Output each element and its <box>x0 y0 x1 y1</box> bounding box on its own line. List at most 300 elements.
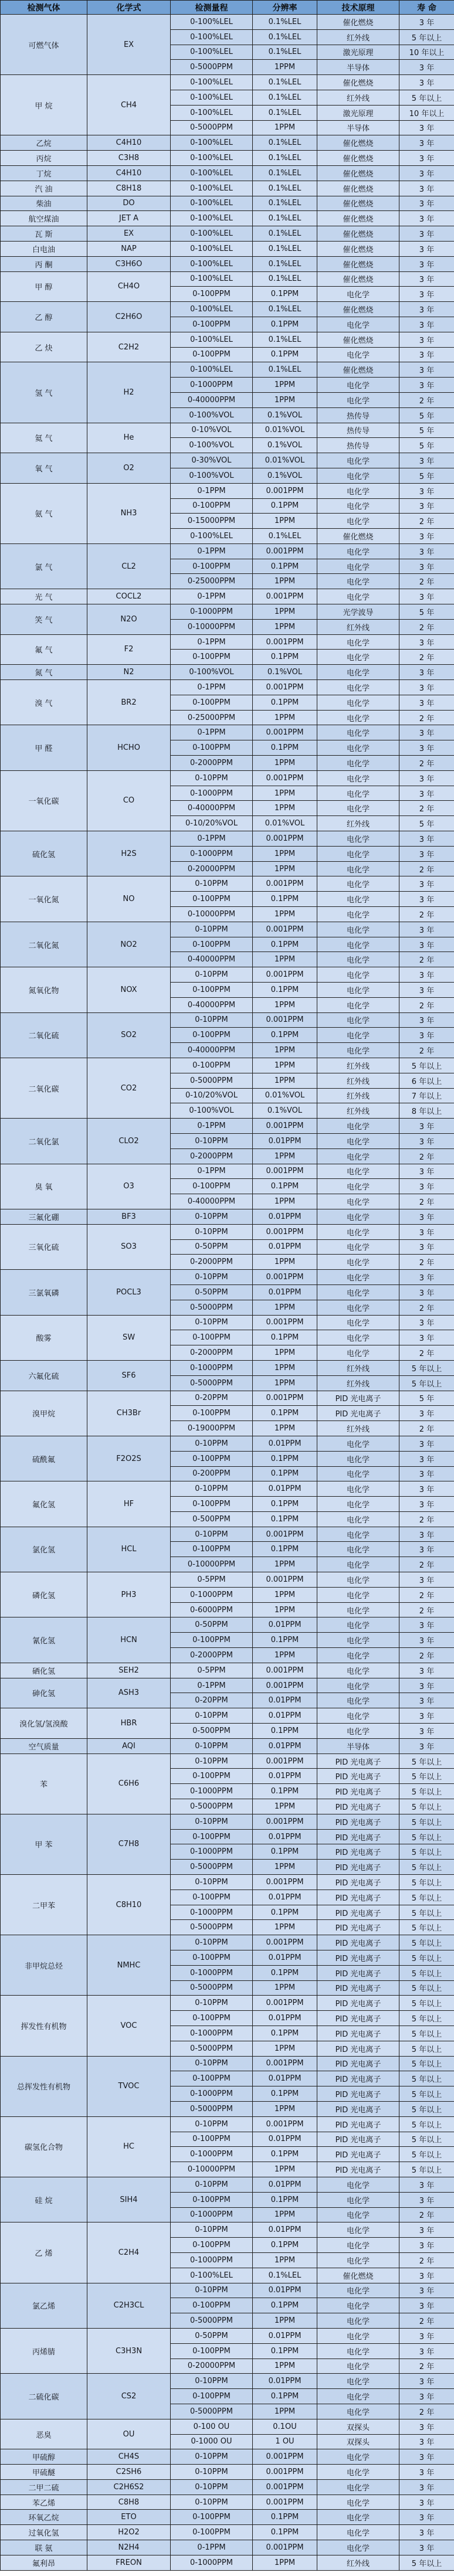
life-cell: 3 年 <box>399 2374 454 2389</box>
resolution-cell: 0.01PPM <box>253 1889 317 1905</box>
principle-cell: 电化学 <box>317 1209 399 1224</box>
table-row <box>1 2283 454 2298</box>
resolution-cell: 0.1%LEL <box>253 165 317 181</box>
principle-cell: PID 光电离子 <box>317 1996 399 2011</box>
range-cell: 0-100PPM <box>171 1451 253 1466</box>
life-cell: 5 年以上 <box>399 1965 454 1980</box>
principle-cell: 电化学 <box>317 650 399 665</box>
resolution-cell: 0.1%LEL <box>253 29 317 45</box>
range-cell: 0-10000PPM <box>171 2162 253 2177</box>
principle-cell: 电化学 <box>317 2404 399 2419</box>
resolution-cell: 0.1PPM <box>253 1511 317 1527</box>
life-cell: 5 年以上 <box>399 1920 454 1935</box>
life-cell: 5 年以上 <box>399 1375 454 1391</box>
resolution-cell: 1PPM <box>253 2041 317 2056</box>
life-cell: 3 年 <box>399 1179 454 1194</box>
resolution-cell: 0.1PPM <box>253 287 317 302</box>
principle-cell: PID 光电离子 <box>317 2147 399 2162</box>
range-cell: 0-40000PPM <box>171 392 253 407</box>
resolution-cell: 0.001PPM <box>253 543 317 559</box>
range-cell: 0-2000PPM <box>171 1148 253 1164</box>
life-cell: 2 年 <box>399 1421 454 1436</box>
resolution-cell: 0.1%VOL <box>253 1103 317 1119</box>
range-cell: 0-100PPM <box>171 892 253 907</box>
life-cell: 2 年 <box>399 650 454 665</box>
principle-cell: PID 光电离子 <box>317 2026 399 2041</box>
gas-name-cell: 磷化氢 <box>1 1572 87 1617</box>
life-cell: 5 年 <box>399 1391 454 1406</box>
life-cell: 3 年 <box>399 226 454 242</box>
resolution-cell: 0.01PPM <box>253 2283 317 2298</box>
table-row <box>1 2449 454 2465</box>
life-cell: 3 年 <box>399 846 454 861</box>
resolution-cell: 0.01PPM <box>253 1239 317 1255</box>
range-cell: 0-10/20%VOL <box>171 1088 253 1103</box>
life-cell: 3 年 <box>399 1708 454 1724</box>
gas-name-cell: 甲 醇 <box>1 271 87 302</box>
range-cell: 0-10PPM <box>171 1753 253 1769</box>
resolution-cell: 1PPM <box>253 1058 317 1073</box>
formula-cell: NMHC <box>87 1935 171 1996</box>
life-cell: 2 年 <box>399 1345 454 1361</box>
life-cell: 2 年 <box>399 574 454 589</box>
range-cell: 0-1000PPM <box>171 2086 253 2102</box>
life-cell: 3 年 <box>399 1572 454 1588</box>
principle-cell: PID 光电离子 <box>317 2162 399 2177</box>
life-cell: 3 年 <box>399 1693 454 1708</box>
range-cell: 0-100PPM <box>171 2238 253 2253</box>
resolution-cell: 0.1PPM <box>253 1633 317 1648</box>
gas-name-cell: 甲 烷 <box>1 75 87 135</box>
table-row <box>1 922 454 937</box>
resolution-cell: 1PPM <box>253 2101 317 2116</box>
resolution-cell: 1PPM <box>253 2555 317 2570</box>
formula-cell: H2O2 <box>87 2525 171 2540</box>
principle-cell: 热传导 <box>317 423 399 438</box>
table-row <box>1 543 454 559</box>
resolution-cell: 0.1%LEL <box>253 105 317 120</box>
table-row <box>1 1436 454 1451</box>
principle-cell: 红外线 <box>317 1088 399 1103</box>
principle-cell: PID 光电离子 <box>317 2116 399 2132</box>
principle-cell: 电化学 <box>317 2222 399 2238</box>
life-cell: 2 年 <box>399 1300 454 1315</box>
range-cell: 0-100PPM <box>171 2011 253 2026</box>
principle-cell: 电化学 <box>317 1270 399 1285</box>
formula-cell: BF3 <box>87 1209 171 1224</box>
principle-cell: 激光原理 <box>317 45 399 60</box>
life-cell: 5 年以上 <box>399 2011 454 2026</box>
life-cell: 3 年 <box>399 2192 454 2207</box>
gas-name-cell: 硫化氢 <box>1 831 87 876</box>
resolution-cell: 0.01PPM <box>253 1693 317 1708</box>
life-cell: 3 年 <box>399 2268 454 2283</box>
resolution-cell: 1PPM <box>253 1148 317 1164</box>
principle-cell: 电化学 <box>317 317 399 332</box>
gas-name-cell: 氮 气 <box>1 665 87 680</box>
principle-cell: PID 光电离子 <box>317 1784 399 1799</box>
resolution-cell: 0.1PPM <box>253 498 317 514</box>
resolution-cell: 0.01PPM <box>253 1436 317 1451</box>
formula-cell: EX <box>87 15 171 75</box>
formula-cell: SO2 <box>87 1012 171 1058</box>
principle-cell: 催化燃烧 <box>317 256 399 271</box>
table-row <box>1 1663 454 1678</box>
formula-cell: CO2 <box>87 1058 171 1118</box>
table-row <box>1 1875 454 1890</box>
life-cell: 2 年 <box>399 1648 454 1663</box>
principle-cell: 电化学 <box>317 2283 399 2298</box>
resolution-cell: 0.001PPM <box>253 680 317 695</box>
resolution-cell: 0.001PPM <box>253 770 317 786</box>
resolution-cell: 0.01PPM <box>253 1133 317 1148</box>
range-cell: 0-100PPM <box>171 1633 253 1648</box>
life-cell: 3 年 <box>399 725 454 740</box>
gas-name-cell: 甲 苯 <box>1 1814 87 1874</box>
principle-cell: 电化学 <box>317 1527 399 1542</box>
life-cell: 3 年 <box>399 1497 454 1512</box>
life-cell: 2 年 <box>399 1255 454 1270</box>
range-cell: 0-100PPM <box>171 287 253 302</box>
resolution-cell: 0.1PPM <box>253 2298 317 2313</box>
resolution-cell: 0.001PPM <box>253 2116 317 2132</box>
life-cell: 5 年以上 <box>399 1875 454 1890</box>
formula-cell: C2H6O <box>87 302 171 332</box>
resolution-cell: 1PPM <box>253 1799 317 1814</box>
resolution-cell: 0.01PPM <box>253 2071 317 2086</box>
principle-cell: 电化学 <box>317 1724 399 1739</box>
life-cell: 2 年 <box>399 861 454 876</box>
gas-name-cell: 溴化氢/氢溴酸 <box>1 1708 87 1739</box>
range-cell: 0-1000PPM <box>171 1587 253 1602</box>
range-cell: 0-1000PPM <box>171 846 253 861</box>
life-cell: 3 年 <box>399 347 454 362</box>
range-cell: 0-100PPM <box>171 2343 253 2358</box>
principle-cell: 催化燃烧 <box>317 135 399 151</box>
resolution-cell: 0.1PPM <box>253 1905 317 1920</box>
range-cell: 0-100PPM <box>171 2071 253 2086</box>
life-cell: 5 年以上 <box>399 1980 454 1996</box>
formula-cell: SO3 <box>87 1224 171 1269</box>
principle-cell: 电化学 <box>317 483 399 498</box>
resolution-cell: 0.1%LEL <box>253 181 317 196</box>
formula-cell: VOC <box>87 1996 171 2056</box>
range-cell: 0-50PPM <box>171 1239 253 1255</box>
range-cell: 0-1PPM <box>171 483 253 498</box>
life-cell: 5 年以上 <box>399 1814 454 1829</box>
life-cell: 2 年 <box>399 2404 454 2419</box>
range-cell: 0-100%LEL <box>171 2268 253 2283</box>
principle-cell: 电化学 <box>317 1587 399 1602</box>
formula-cell: OU <box>87 2419 171 2449</box>
formula-cell: C6H6 <box>87 1753 171 1814</box>
resolution-cell: 0.1%LEL <box>253 135 317 151</box>
principle-cell: 红外线 <box>317 816 399 831</box>
principle-cell: 半导体 <box>317 120 399 135</box>
table-row <box>1 1164 454 1179</box>
life-cell: 5 年以上 <box>399 29 454 45</box>
life-cell: 2 年 <box>399 1587 454 1602</box>
life-cell: 2 年 <box>399 2313 454 2329</box>
formula-cell: SEH2 <box>87 1663 171 1678</box>
life-cell: 3 年 <box>399 151 454 166</box>
range-cell: 0-10PPM <box>171 1270 253 1285</box>
resolution-cell: 1PPM <box>253 1345 317 1361</box>
principle-cell: 电化学 <box>317 2192 399 2207</box>
life-cell: 5 年以上 <box>399 2056 454 2071</box>
life-cell: 5 年以上 <box>399 2026 454 2041</box>
range-cell: 0-100 OU <box>171 2419 253 2434</box>
resolution-cell: 0.1PPM <box>253 695 317 710</box>
range-cell: 0-100PPM <box>171 1058 253 1073</box>
life-cell: 5 年以上 <box>399 1844 454 1860</box>
gas-name-cell: 二氧化碳 <box>1 1058 87 1118</box>
life-cell: 5 年以上 <box>399 2147 454 2162</box>
resolution-cell: 0.1PPM <box>253 1179 317 1194</box>
range-cell: 0-40000PPM <box>171 1043 253 1058</box>
range-cell: 0-100PPM <box>171 1028 253 1043</box>
range-cell: 0-500PPM <box>171 1511 253 1527</box>
table-row <box>1 226 454 242</box>
range-cell: 0-100PPM <box>171 347 253 362</box>
life-cell: 5 年以上 <box>399 2116 454 2132</box>
life-cell: 3 年 <box>399 1239 454 1255</box>
range-cell: 0-500PPM <box>171 1724 253 1739</box>
principle-cell: 红外线 <box>317 1421 399 1436</box>
gas-name-cell: 甲硫醚 <box>1 2465 87 2480</box>
resolution-cell: 1PPM <box>253 1421 317 1436</box>
range-cell: 0-100PPM <box>171 1769 253 1784</box>
resolution-cell: 0.1PPM <box>253 892 317 907</box>
resolution-cell: 1PPM <box>253 2358 317 2374</box>
resolution-cell: 1PPM <box>253 756 317 771</box>
resolution-cell: 0.001PPM <box>253 2479 317 2495</box>
principle-cell: 电化学 <box>317 695 399 710</box>
principle-cell: 电化学 <box>317 1602 399 1617</box>
formula-cell: O2 <box>87 453 171 484</box>
range-cell: 0-100PPM <box>171 317 253 332</box>
range-cell: 0-100%LEL <box>171 302 253 317</box>
gas-name-cell: 恶臭 <box>1 2419 87 2449</box>
principle-cell: 电化学 <box>317 1708 399 1724</box>
gas-name-cell: 非甲烷总烃 <box>1 1935 87 1996</box>
range-cell: 0-25000PPM <box>171 574 253 589</box>
gas-name-cell: 联 氨 <box>1 2540 87 2555</box>
resolution-cell: 0.01PPM <box>253 1617 317 1633</box>
principle-cell: 电化学 <box>317 2525 399 2540</box>
resolution-cell: 0.001PPM <box>253 1119 317 1134</box>
resolution-cell: 1PPM <box>253 1073 317 1088</box>
range-cell: 0-10PPM <box>171 2479 253 2495</box>
life-cell: 3 年 <box>399 2238 454 2253</box>
range-cell: 0-20000PPM <box>171 2358 253 2374</box>
table-row <box>1 181 454 196</box>
gas-name-cell: 光 气 <box>1 589 87 604</box>
principle-cell: PID 光电离子 <box>317 1829 399 1844</box>
principle-cell: PID 光电离子 <box>317 1905 399 1920</box>
resolution-cell: 0.001PPM <box>253 589 317 604</box>
formula-cell: JET A <box>87 211 171 226</box>
range-cell: 0-10PPM <box>171 1012 253 1028</box>
table-row <box>1 2419 454 2434</box>
table-row <box>1 967 454 983</box>
table-row <box>1 332 454 347</box>
resolution-cell: 1PPM <box>253 1920 317 1935</box>
range-cell: 0-1000PPM <box>171 604 253 620</box>
gas-name-cell: 乙 烯 <box>1 2222 87 2283</box>
life-cell: 3 年 <box>399 453 454 468</box>
life-cell: 5 年以上 <box>399 1799 454 1814</box>
life-cell: 5 年以上 <box>399 1058 454 1073</box>
formula-cell: HC <box>87 2116 171 2177</box>
range-cell: 0-100%LEL <box>171 241 253 256</box>
col-header-resolution: 分辨率 <box>253 1 317 15</box>
formula-cell: CL2 <box>87 543 171 589</box>
life-cell: 5 年 <box>399 468 454 483</box>
resolution-cell: 0.001PPM <box>253 2465 317 2480</box>
life-cell: 3 年 <box>399 2222 454 2238</box>
principle-cell: 电化学 <box>317 2374 399 2389</box>
range-cell: 0-5000PPM <box>171 1375 253 1391</box>
life-cell: 5 年以上 <box>399 1784 454 1799</box>
gas-name-cell: 一氧化氮 <box>1 876 87 922</box>
range-cell: 0-5000PPM <box>171 2404 253 2419</box>
life-cell: 5 年以上 <box>399 1860 454 1875</box>
principle-cell: 电化学 <box>317 1255 399 1270</box>
principle-cell: 电化学 <box>317 665 399 680</box>
principle-cell: 电化学 <box>317 2449 399 2465</box>
resolution-cell: 0.001PPM <box>253 634 317 650</box>
resolution-cell: 0.001PPM <box>253 1572 317 1588</box>
resolution-cell: 0.1%LEL <box>253 196 317 211</box>
gas-name-cell: 氟化氢 <box>1 1481 87 1527</box>
resolution-cell: 0.001PPM <box>253 967 317 983</box>
principle-cell: 电化学 <box>317 786 399 801</box>
resolution-cell: 0.001PPM <box>253 1875 317 1890</box>
table-row <box>1 196 454 211</box>
range-cell: 0-40000PPM <box>171 801 253 816</box>
life-cell: 3 年 <box>399 680 454 695</box>
resolution-cell: 1PPM <box>253 392 317 407</box>
principle-cell: PID 光电离子 <box>317 1753 399 1769</box>
life-cell: 3 年 <box>399 15 454 30</box>
formula-cell: C7H8 <box>87 1814 171 1874</box>
gas-name-cell: 二甲二硫 <box>1 2479 87 2495</box>
resolution-cell: 0.01PPM <box>253 2132 317 2147</box>
range-cell: 0-15000PPM <box>171 514 253 529</box>
principle-cell: 电化学 <box>317 2328 399 2343</box>
resolution-cell: 0.1PPM <box>253 2192 317 2207</box>
life-cell: 2 年 <box>399 997 454 1012</box>
life-cell: 3 年 <box>399 892 454 907</box>
gas-name-cell: 甲 醛 <box>1 725 87 770</box>
life-cell: 3 年 <box>399 1406 454 1421</box>
life-cell: 2 年 <box>399 801 454 816</box>
table-row <box>1 1119 454 1134</box>
range-cell: 0-30%VOL <box>171 453 253 468</box>
principle-cell: 催化燃烧 <box>317 332 399 347</box>
resolution-cell: 0.1%VOL <box>253 468 317 483</box>
range-cell: 0-100%LEL <box>171 75 253 90</box>
resolution-cell: 1PPM <box>253 1194 317 1209</box>
table-row <box>1 453 454 468</box>
life-cell: 3 年 <box>399 1663 454 1678</box>
principle-cell: 催化燃烧 <box>317 211 399 226</box>
resolution-cell: 1PPM <box>253 120 317 135</box>
resolution-cell: 0.1PPM <box>253 1844 317 1860</box>
resolution-cell: 0.001PPM <box>253 1315 317 1330</box>
life-cell: 5 年以上 <box>399 1950 454 1966</box>
gas-name-cell: 乙 醇 <box>1 302 87 332</box>
gas-name-cell: 丙 酮 <box>1 256 87 271</box>
formula-cell: C8H10 <box>87 1875 171 1935</box>
principle-cell: PID 光电离子 <box>317 1844 399 1860</box>
range-cell: 0-5000PPM <box>171 1300 253 1315</box>
formula-cell: POCL3 <box>87 1270 171 1315</box>
resolution-cell: 1PPM <box>253 2313 317 2329</box>
table-row <box>1 1753 454 1769</box>
range-cell: 0-10PPM <box>171 2374 253 2389</box>
principle-cell: 光学波导 <box>317 604 399 620</box>
life-cell: 3 年 <box>399 1164 454 1179</box>
formula-cell: TVOC <box>87 2056 171 2116</box>
life-cell: 3 年 <box>399 589 454 604</box>
principle-cell: 电化学 <box>317 907 399 922</box>
resolution-cell: 0.01%VOL <box>253 453 317 468</box>
principle-cell: 电化学 <box>317 846 399 861</box>
resolution-cell: 0.1PPM <box>253 1784 317 1799</box>
life-cell: 3 年 <box>399 2525 454 2540</box>
principle-cell: 催化燃烧 <box>317 181 399 196</box>
resolution-cell: 0.1PPM <box>253 650 317 665</box>
resolution-cell: 0.1PPM <box>253 2510 317 2525</box>
table-row <box>1 2177 454 2192</box>
resolution-cell: 0.1%VOL <box>253 407 317 423</box>
life-cell: 5 年以上 <box>399 2071 454 2086</box>
range-cell: 0-5000PPM <box>171 1980 253 1996</box>
resolution-cell: 1PPM <box>253 378 317 393</box>
table-row <box>1 1481 454 1497</box>
range-cell: 0-5000PPM <box>171 1920 253 1935</box>
resolution-cell: 0.1%LEL <box>253 271 317 287</box>
principle-cell: 电化学 <box>317 1043 399 1058</box>
principle-cell: 电化学 <box>317 1542 399 1557</box>
principle-cell: 电化学 <box>317 1693 399 1708</box>
range-cell: 0-5000PPM <box>171 1860 253 1875</box>
formula-cell: H2S <box>87 831 171 876</box>
formula-cell: BR2 <box>87 680 171 725</box>
range-cell: 0-100PPM <box>171 1542 253 1557</box>
principle-cell: PID 光电离子 <box>317 1799 399 1814</box>
life-cell: 3 年 <box>399 287 454 302</box>
range-cell: 0-50PPM <box>171 1617 253 1633</box>
range-cell: 0-100%LEL <box>171 332 253 347</box>
resolution-cell: 0.1PPM <box>253 1406 317 1421</box>
col-header-formula: 化学式 <box>87 1 171 15</box>
range-cell: 0-100PPM <box>171 498 253 514</box>
principle-cell: 电化学 <box>317 1497 399 1512</box>
table-row <box>1 75 454 90</box>
range-cell: 0-100%VOL <box>171 665 253 680</box>
range-cell: 0-2000PPM <box>171 1648 253 1663</box>
life-cell: 3 年 <box>399 2177 454 2192</box>
range-cell: 0-20000PPM <box>171 861 253 876</box>
table-row <box>1 15 454 30</box>
formula-cell: C3H8 <box>87 151 171 166</box>
principle-cell: PID 光电离子 <box>317 1769 399 1784</box>
principle-cell: 电化学 <box>317 1194 399 1209</box>
resolution-cell: 1PPM <box>253 952 317 967</box>
